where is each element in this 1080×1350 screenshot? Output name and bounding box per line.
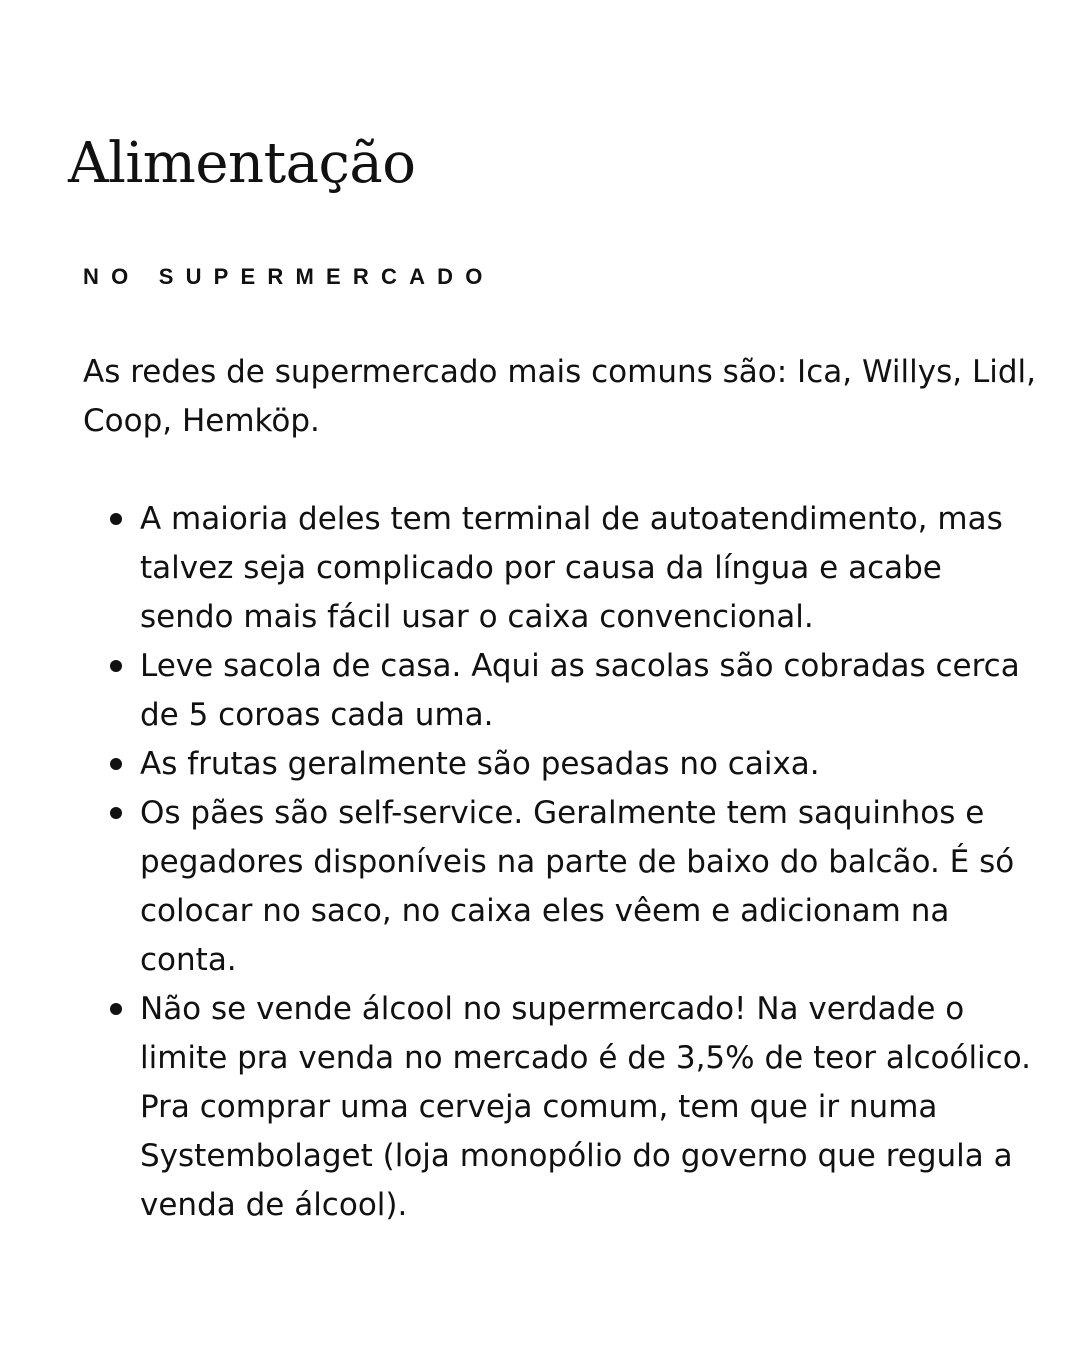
list-item-text: Não se vende álcool no supermercado! Na verdade o limite pra venda no mercado é de 3,5% de teor alcoólico. Pra comprar uma cerveja comum, tem que ir numa Systembolaget (loja monopólio do governo que regula a venda de álcool). <box>140 991 1031 1223</box>
intro-paragraph: As redes de supermercado mais comuns são: Ica, Willys, Lidl, Coop, Hemköp. <box>83 354 1036 439</box>
bullet-dot-icon <box>110 660 122 672</box>
list-item-text: A maioria deles tem terminal de autoatendimento, mas talvez seja complicado por causa da língua e acabe sendo mais fácil usar o caixa convencional. <box>140 501 1003 635</box>
list-item <box>140 495 1045 642</box>
list-item-text: Os pães são self-service. Geralmente tem saquinhos e pegadores disponíveis na parte de baixo do balcão. É só colocar no saco, no caixa eles vêem e adicionam na conta. <box>140 795 1015 978</box>
bullet-dot-icon <box>110 1003 122 1015</box>
tips-list <box>140 495 1045 1230</box>
page-title: Alimentação <box>68 131 416 196</box>
list-item-text: As frutas geralmente são pesadas no caixa. <box>140 746 820 782</box>
list-item <box>140 985 1045 1230</box>
list-item <box>140 789 1045 985</box>
bullet-dot-icon <box>110 807 122 819</box>
list-item <box>140 642 1045 740</box>
list-item-text: Leve sacola de casa. Aqui as sacolas são cobradas cerca de 5 coroas cada uma. <box>140 648 1020 733</box>
bullet-dot-icon <box>110 758 122 770</box>
list-item <box>140 740 1045 789</box>
bullet-dot-icon <box>110 513 122 525</box>
section-heading: NO SUPERMERCADO <box>83 264 495 289</box>
